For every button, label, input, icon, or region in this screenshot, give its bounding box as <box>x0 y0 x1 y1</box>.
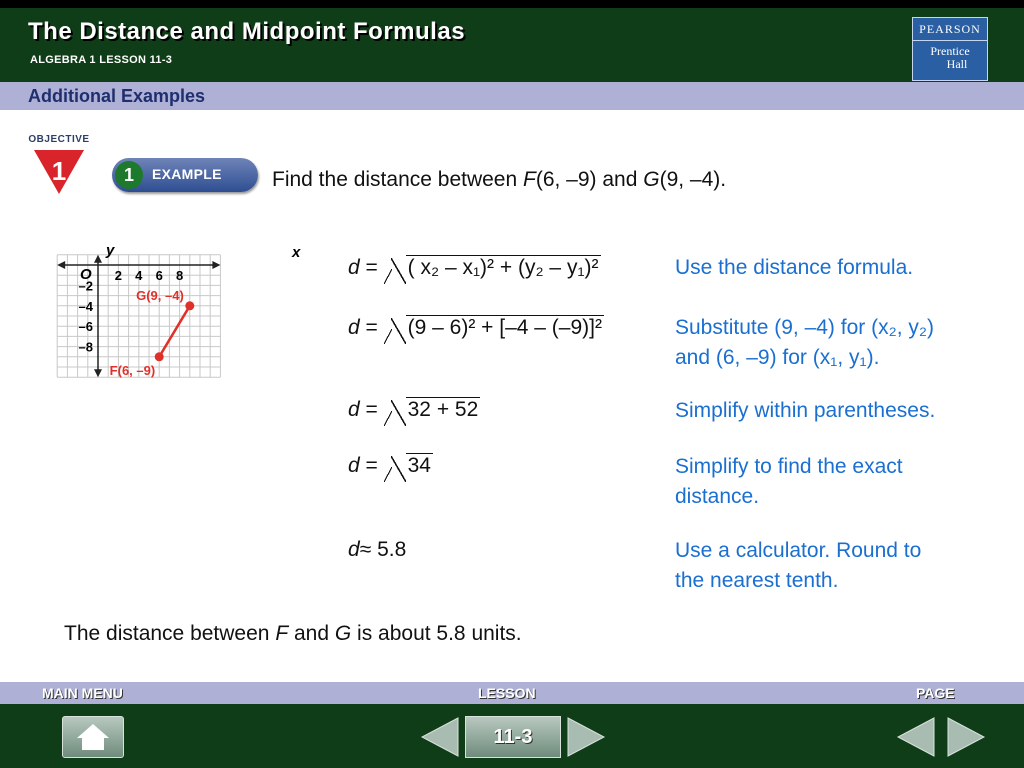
step-2-note-line-2: and (6, –9) for (x₁, y₁). <box>675 346 880 369</box>
y-tick-label: –4 <box>78 298 93 314</box>
step-4-math: d = 34 <box>348 454 431 477</box>
pearson-logo <box>912 17 988 81</box>
x-tick-label: 4 <box>135 268 143 283</box>
sqrt-symbol <box>384 398 481 422</box>
axis-arrow <box>94 369 102 377</box>
step-5-note <box>675 536 921 596</box>
y-tick-label: –2 <box>78 278 93 294</box>
y-tick-label: –6 <box>78 319 93 335</box>
conclusion-post: is about 5.8 units. <box>351 622 522 645</box>
main-menu-button[interactable] <box>62 716 124 758</box>
objective-badge <box>26 134 92 194</box>
prompt-point-g: (9, –4). <box>659 168 727 191</box>
x-tick-label: 6 <box>155 268 163 283</box>
lesson-label: LESSON <box>478 685 536 701</box>
logo-line-2: Prentice <box>930 44 970 58</box>
coordinate-graph <box>56 238 310 472</box>
step-1-note: Use the distance formula. <box>675 256 914 279</box>
problem-prompt <box>272 168 726 192</box>
prompt-point-f: (6, –9) and <box>535 168 644 191</box>
home-icon <box>63 717 123 757</box>
step-4-expression: 34 <box>407 454 431 477</box>
lesson-next-arrow-icon[interactable] <box>566 716 606 758</box>
conclusion-pre: The distance between <box>64 622 276 645</box>
step-5-expression: 5.8 <box>377 538 407 561</box>
step-2-note <box>675 313 934 373</box>
point-g-label: G(9, –4) <box>136 287 184 303</box>
step-1-expression: ( x₂ – x₁)² + (y₂ – y₁)² <box>407 256 599 279</box>
step-2-note-line-1: Substitute (9, –4) for (x₂, y₂) <box>675 316 935 339</box>
step-2-expression: (9 – 6)² + [–4 – (–9)]² <box>407 316 602 339</box>
axis-arrow <box>94 255 102 263</box>
y-axis-label: y <box>106 242 115 259</box>
x-tick-label: 8 <box>175 268 184 283</box>
origin-label: O <box>80 266 92 283</box>
lesson-prev-arrow-icon[interactable] <box>420 716 460 758</box>
point-f <box>155 352 164 361</box>
section-band <box>0 82 1024 110</box>
page-label: PAGE <box>916 685 955 701</box>
slide-title: The Distance and Midpoint Formulas <box>28 18 466 45</box>
x-tick-label: 2 <box>114 268 123 283</box>
prompt-text: Find the distance between <box>272 168 523 191</box>
point-g <box>185 301 194 310</box>
sqrt-symbol <box>384 454 433 478</box>
step-4-note <box>675 452 903 512</box>
objective-label: OBJECTIVE <box>28 134 90 145</box>
sqrt-symbol <box>384 316 604 340</box>
y-tick-label: –8 <box>78 339 93 355</box>
axis-arrow <box>212 261 220 269</box>
prompt-var-g: G <box>643 168 660 191</box>
sqrt-symbol <box>384 256 601 280</box>
lesson-subtitle: ALGEBRA 1 LESSON 11-3 <box>30 54 173 66</box>
prompt-var-f: F <box>523 168 536 191</box>
point-f-label: F(6, –9) <box>109 362 156 378</box>
objective-triangle-icon <box>32 148 86 196</box>
conclusion-var-g: G <box>334 622 352 645</box>
step-1-math: d = ( x₂ – x₁)² + (y₂ – y₁)² <box>348 256 599 279</box>
axis-arrow <box>57 261 65 269</box>
section-title: Additional Examples <box>28 86 206 106</box>
step-4-note-line-2: distance. <box>675 485 760 508</box>
step-5-note-line-2: the nearest tenth. <box>675 569 839 592</box>
example-label: EXAMPLE <box>152 166 222 182</box>
segment-fg <box>159 306 190 357</box>
lesson-number-button[interactable]: 11-3 <box>465 716 561 758</box>
step-3-math: d = 32 + 52 <box>348 398 479 421</box>
x-axis-label: x <box>292 244 301 261</box>
page-next-arrow-icon[interactable] <box>946 716 986 758</box>
logo-line-3: Hall <box>946 57 968 71</box>
page-prev-arrow-icon[interactable] <box>896 716 936 758</box>
header-bar <box>0 0 1024 82</box>
example-badge <box>112 158 258 192</box>
step-3-note: Simplify within parentheses. <box>675 399 936 422</box>
objective-number: 1 <box>51 156 67 186</box>
step-5-math: d≈ 5.8 <box>348 538 407 561</box>
logo-line-1: PEARSON <box>913 22 987 41</box>
footer-label-band <box>0 682 1024 704</box>
conclusion-mid: and <box>288 622 335 645</box>
footer-nav-bar <box>0 704 1024 768</box>
conclusion-var-f: F <box>275 622 289 645</box>
example-number: 1 <box>115 161 143 189</box>
step-4-note-line-1: Simplify to find the exact <box>675 455 903 478</box>
conclusion-text <box>64 622 522 646</box>
step-3-expression: 32 + 52 <box>407 398 479 421</box>
main-menu-label: MAIN MENU <box>42 685 123 701</box>
step-5-note-line-1: Use a calculator. Round to <box>675 539 922 562</box>
step-2-math: d = (9 – 6)² + [–4 – (–9)]² <box>348 316 602 339</box>
